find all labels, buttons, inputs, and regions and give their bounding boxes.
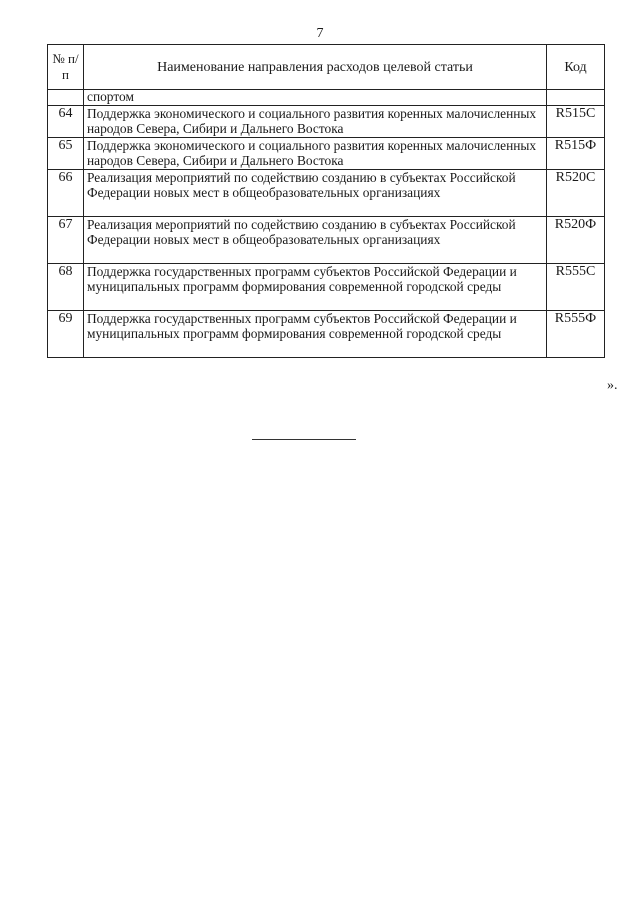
cell-name: Реализация мероприятий по содействию созданию в субъектах Российской Федерации новых мест в общеобразовательных организациях — [84, 217, 547, 264]
cell-number: 67 — [48, 217, 84, 264]
cell-number: 69 — [48, 311, 84, 358]
page-number: 7 — [316, 26, 324, 41]
cell-code: R555С — [547, 264, 605, 311]
cell-number: 64 — [48, 106, 84, 138]
cell-number-empty — [48, 90, 84, 106]
table-row — [48, 311, 605, 358]
table-row — [48, 138, 605, 170]
cell-code: R515С — [547, 106, 605, 138]
cell-name: Реализация мероприятий по содействию созданию в субъектах Российской Федерации новых мест в общеобразовательных организациях — [84, 170, 547, 217]
column-header-number: № п/п — [48, 45, 84, 90]
table-row — [48, 264, 605, 311]
cell-name: Поддержка экономического и социального развития коренных малочисленных народов Севера, Сибири и Дальнего Востока — [84, 106, 547, 138]
cell-name: Поддержка экономического и социального развития коренных малочисленных народов Севера, Сибири и Дальнего Востока — [84, 138, 547, 170]
column-header-name: Наименование направления расходов целевой статьи — [84, 45, 547, 90]
table-row-continuation — [48, 90, 605, 106]
expenses-table — [47, 44, 605, 358]
separator-line — [252, 439, 356, 440]
cell-code: R520Ф — [547, 217, 605, 264]
table-row — [48, 170, 605, 217]
table-header-row — [48, 45, 605, 90]
table-row — [48, 217, 605, 264]
cell-number: 65 — [48, 138, 84, 170]
cell-code: R555Ф — [547, 311, 605, 358]
closing-quote: ». — [607, 378, 618, 393]
cell-number: 68 — [48, 264, 84, 311]
cell-code-empty — [547, 90, 605, 106]
cell-code: R520С — [547, 170, 605, 217]
cell-number: 66 — [48, 170, 84, 217]
table-row — [48, 106, 605, 138]
cell-name: спортом — [84, 90, 547, 106]
cell-name: Поддержка государственных программ субъектов Российской Федерации и муниципальных программ формирования современной городской среды — [84, 311, 547, 358]
cell-code: R515Ф — [547, 138, 605, 170]
cell-name: Поддержка государственных программ субъектов Российской Федерации и муниципальных программ формирования современной городской среды — [84, 264, 547, 311]
column-header-code: Код — [547, 45, 605, 90]
